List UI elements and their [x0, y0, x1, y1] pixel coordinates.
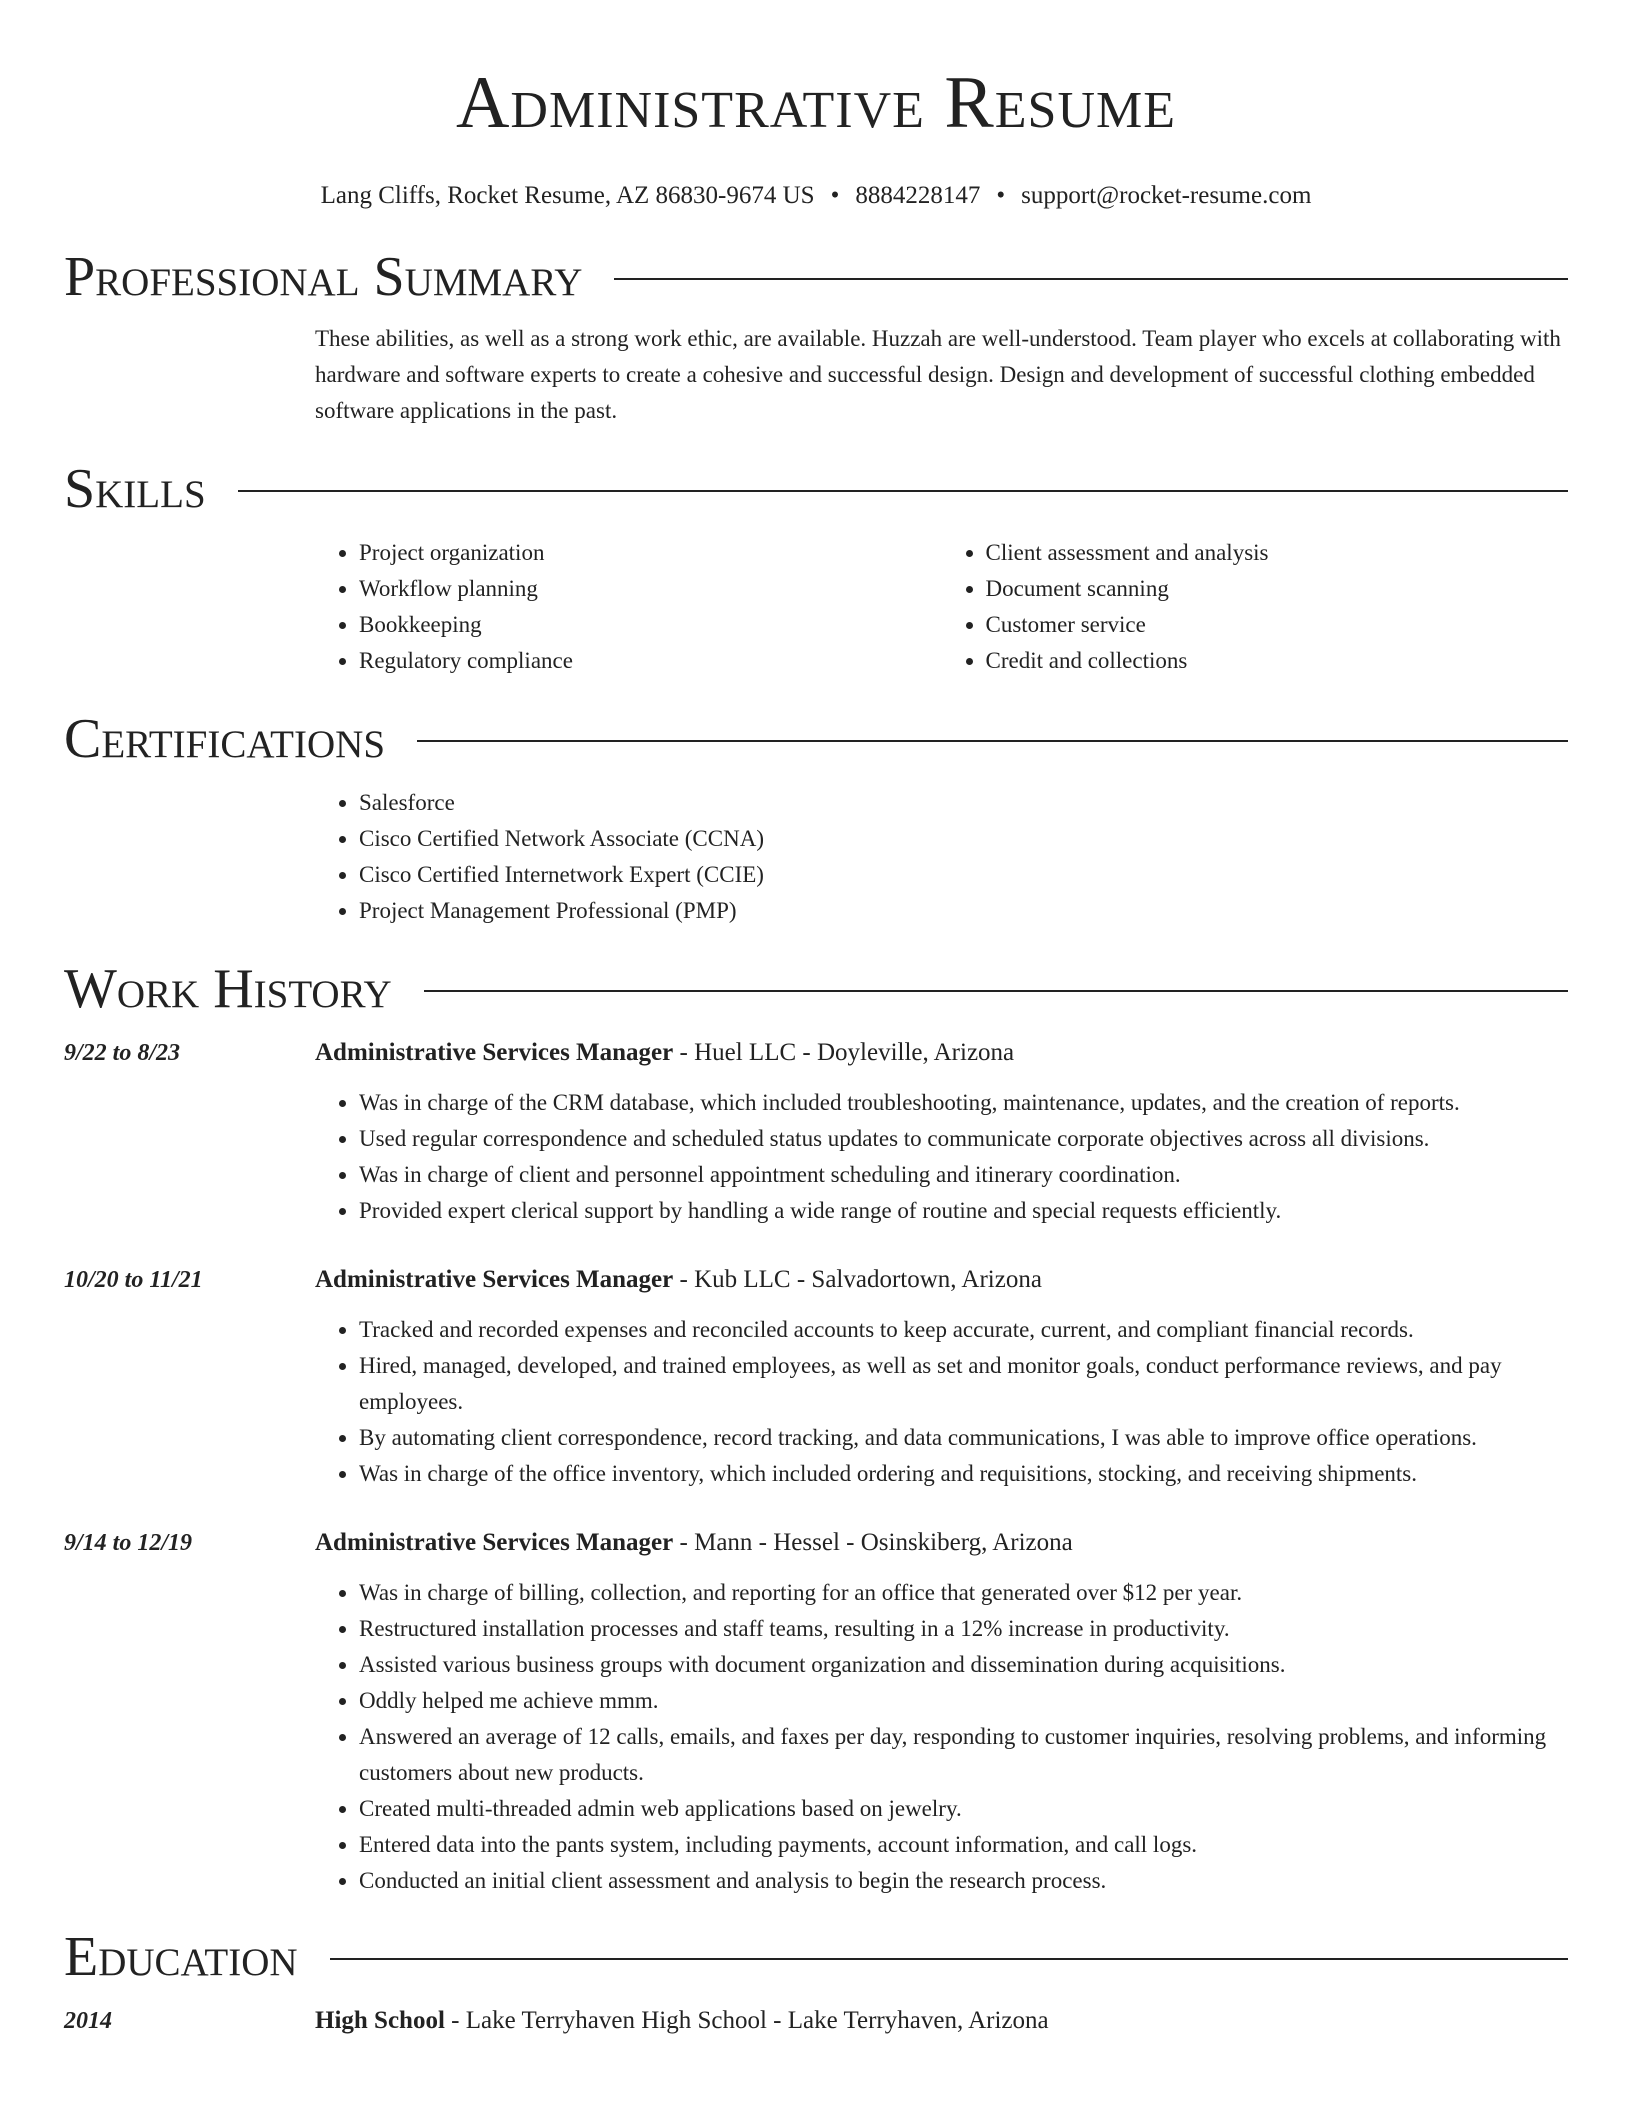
job-company: - Huel LLC - Doyleville, Arizona	[673, 1039, 1015, 1066]
job-bullet: • Was in charge of billing, collection, and reporting for an office that generated over $12 per year.	[359, 1575, 1568, 1611]
job-bullet: • Answered an average of 12 calls, emails, and faxes per day, responding to customer inquiries, resolving problems, and informing customers about new products.	[359, 1719, 1568, 1791]
job-bullets	[315, 1312, 1568, 1492]
job-role: Administrative Services Manager	[315, 1266, 674, 1293]
skill-item: • Credit and collections	[986, 643, 1569, 679]
contact-separator: •	[830, 182, 840, 209]
skill-item: • Customer service	[986, 607, 1569, 643]
job-date: 9/14 to 12/19	[64, 1530, 193, 1556]
certifications-list	[315, 785, 1568, 929]
section-divider	[417, 740, 1568, 742]
job-role: Administrative Services Manager	[315, 1529, 674, 1556]
job-bullet: • Used regular correspondence and scheduled status updates to communicate corporate objectives across all divisions.	[359, 1121, 1568, 1157]
work-history-section	[64, 957, 1568, 1899]
summary-section	[64, 245, 1568, 429]
job-bullet: • Was in charge of the office inventory, which included ordering and requisitions, stocking, and receiving shipments.	[359, 1456, 1568, 1492]
work-heading-row	[64, 957, 1568, 1021]
certification-item: • Salesforce	[359, 785, 1568, 821]
skill-item: • Bookkeeping	[359, 607, 942, 643]
summary-body	[315, 321, 1568, 429]
skill-item: • Project organization	[359, 535, 942, 571]
job-bullet: • Was in charge of client and personnel appointment scheduling and itinerary coordination.	[359, 1157, 1568, 1193]
job-bullet: • Created multi-threaded admin web applications based on jewelry.	[359, 1791, 1568, 1827]
job-header	[64, 1262, 1568, 1298]
summary-text: These abilities, as well as a strong work ethic, are available. Huzzah are well-understood. Team player who excels at collaborating with hardware and software experts to create a cohesive and successful design. Design and development of successful clothing embedded software applications in the past.	[315, 326, 1561, 423]
job-bullet: • Hired, managed, developed, and trained employees, as well as set and monitor goals, conduct performance reviews, and pay employees.	[359, 1348, 1568, 1420]
education-heading: Education	[64, 1926, 298, 1988]
skills-list-right	[942, 535, 1569, 679]
job-bullet: • Conducted an initial client assessment and analysis to begin the research process.	[359, 1863, 1568, 1899]
certification-item: • Cisco Certified Internetwork Expert (CCIE)	[359, 857, 1568, 893]
job-bullet: • Entered data into the pants system, including payments, account information, and call logs.	[359, 1827, 1568, 1863]
job-header	[64, 1035, 1568, 1071]
job-company: - Kub LLC - Salvadortown, Arizona	[673, 1266, 1042, 1293]
job-bullet: • Assisted various business groups with document organization and dissemination during acquisitions.	[359, 1647, 1568, 1683]
education-degree: High School	[315, 2007, 445, 2034]
contact-email: support@rocket-resume.com	[1021, 182, 1312, 209]
education-header	[64, 2003, 1568, 2039]
education-heading-row	[64, 1925, 1568, 1989]
section-divider	[424, 990, 1568, 992]
skills-heading-row	[64, 457, 1568, 521]
certifications-heading-row	[64, 707, 1568, 771]
job-bullet: • Oddly helped me achieve mmm.	[359, 1683, 1568, 1719]
certifications-body	[315, 785, 1568, 929]
education-section	[64, 1925, 1568, 2039]
contact-address: Lang Cliffs, Rocket Resume, AZ 86830-9674 US	[320, 182, 815, 209]
job-title-line	[315, 1035, 1014, 1071]
job-title-line	[315, 1525, 1073, 1561]
skills-list-left	[315, 535, 942, 679]
job-bullet: • Was in charge of the CRM database, which included troubleshooting, maintenance, updates, and the creation of reports.	[359, 1085, 1568, 1121]
skills-heading: Skills	[64, 458, 206, 520]
job-header	[64, 1525, 1568, 1561]
contact-separator: •	[996, 182, 1006, 209]
certifications-heading: Certifications	[64, 708, 386, 770]
job-bullet: • Restructured installation processes and staff teams, resulting in a 12% increase in productivity.	[359, 1611, 1568, 1647]
job-bullets	[315, 1575, 1568, 1899]
certification-item: • Cisco Certified Network Associate (CCNA)	[359, 821, 1568, 857]
skill-item: • Document scanning	[986, 571, 1569, 607]
skills-body	[315, 535, 1568, 679]
skill-item: • Regulatory compliance	[359, 643, 942, 679]
summary-heading-row	[64, 245, 1568, 309]
education-date: 2014	[64, 2008, 112, 2034]
job-bullet: • By automating client correspondence, record tracking, and data communications, I was able to improve office operations.	[359, 1420, 1568, 1456]
skill-item: • Client assessment and analysis	[986, 535, 1569, 571]
education-school: - Lake Terryhaven High School - Lake Terryhaven, Arizona	[444, 2007, 1049, 2034]
job-bullets	[315, 1085, 1568, 1229]
job-date: 9/22 to 8/23	[64, 1040, 181, 1066]
section-divider	[238, 490, 1568, 492]
work-heading: Work History	[64, 958, 392, 1020]
skills-section	[64, 457, 1568, 679]
resume-title: Administrative Resume	[455, 62, 1177, 144]
resume-page	[64, 0, 1568, 2039]
summary-heading: Professional Summary	[64, 246, 583, 308]
job-entry	[64, 1035, 1568, 1229]
skill-item: • Workflow planning	[359, 571, 942, 607]
job-title-line	[315, 1262, 1042, 1298]
section-divider	[614, 278, 1568, 280]
education-entry	[64, 2003, 1568, 2039]
job-bullet: • Provided expert clerical support by handling a wide range of routine and special requests efficiently.	[359, 1193, 1568, 1229]
certification-item: • Project Management Professional (PMP)	[359, 893, 1568, 929]
contact-line	[64, 181, 1568, 211]
job-role: Administrative Services Manager	[315, 1039, 674, 1066]
education-title-line	[315, 2003, 1049, 2039]
job-bullet: • Tracked and recorded expenses and reconciled accounts to keep accurate, current, and compliant financial records.	[359, 1312, 1568, 1348]
job-entry	[64, 1262, 1568, 1492]
job-date: 10/20 to 11/21	[64, 1267, 203, 1293]
section-divider	[330, 1958, 1568, 1960]
certifications-section	[64, 707, 1568, 929]
job-entry	[64, 1525, 1568, 1899]
contact-phone: 8884228147	[855, 182, 981, 209]
job-company: - Mann - Hessel - Osinskiberg, Arizona	[673, 1529, 1073, 1556]
